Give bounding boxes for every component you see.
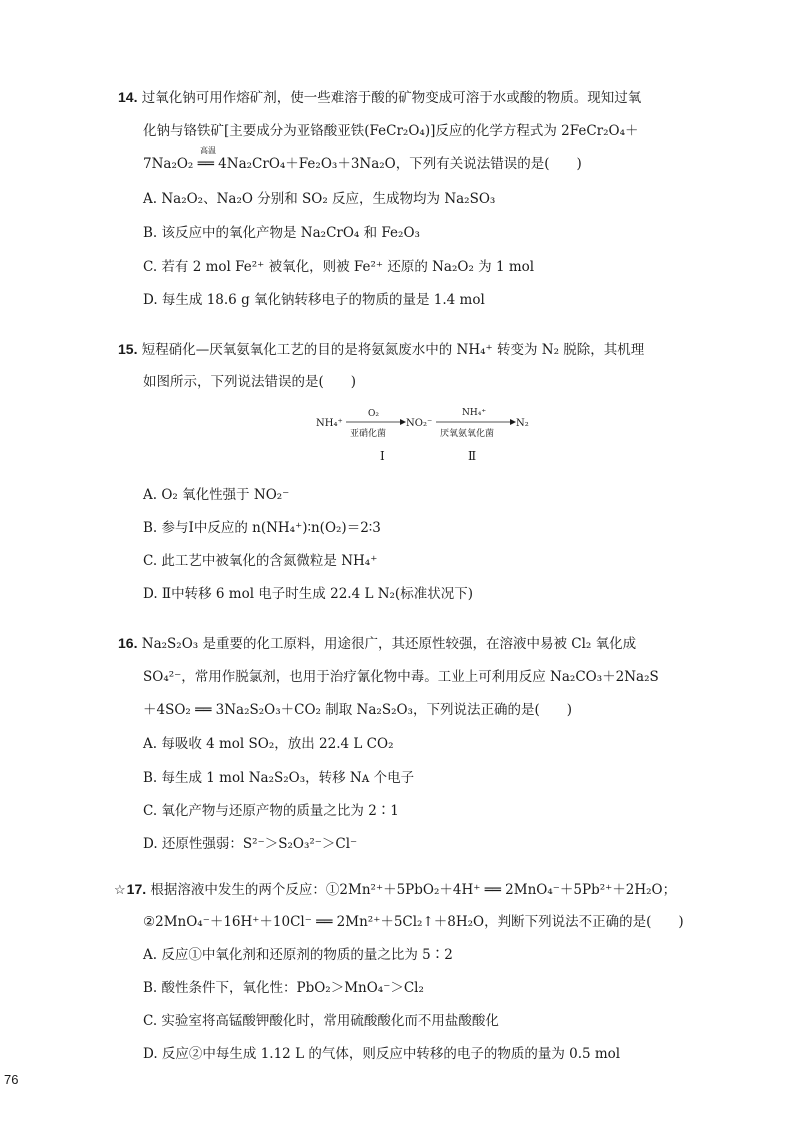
diagram-arrow2-bottom: 厌氧氨氧化菌 bbox=[440, 429, 495, 439]
option-a: A. 每吸收 4 mol SO₂，放出 22.4 L CO₂ bbox=[143, 736, 394, 752]
question-16-line-2: SO₄²⁻，常用作脱氯剂，也用于治疗氰化物中毒。工业上可利用反应 Na₂CO₃＋2Na₂S bbox=[143, 669, 659, 685]
diagram-arrow1-bottom: 亚硝化菌 bbox=[350, 429, 387, 439]
question-number: 16. bbox=[118, 635, 138, 651]
option-b: B. 每生成 1 mol Na₂S₂O₃，转移 Nᴀ 个电子 bbox=[143, 770, 415, 786]
diagram-label-1: Ⅰ bbox=[380, 449, 385, 462]
option-d: D. 每生成 18.6 g 氧化钠转移电子的物质的量是 1.4 mol bbox=[143, 292, 485, 308]
option-d: D. 还原性强弱：S²⁻＞S₂O₃²⁻＞Cl⁻ bbox=[143, 836, 358, 852]
option-d: D. Ⅱ中转移 6 mol 电子时生成 22.4 L N₂(标准状况下) bbox=[143, 586, 473, 602]
question-17-line-2: ②2MnO₄⁻＋16H⁺＋10Cl⁻ ══ 2Mn²⁺＋5Cl₂↑＋8H₂O，判断下列说法不正确的是( ) bbox=[143, 914, 684, 930]
diagram-start: NH₄⁺ bbox=[316, 418, 343, 429]
option-a: A. Na₂O₂、Na₂O 分别和 SO₂ 反应，生成物均为 Na₂SO₃ bbox=[143, 191, 496, 207]
option-a: A. 反应①中氧化剂和还原剂的物质的量之比为 5∶2 bbox=[143, 947, 453, 963]
question-15-line-2: 如图所示，下列说法错误的是( ) bbox=[143, 374, 357, 390]
diagram-end: N₂ bbox=[516, 418, 529, 429]
question-14-line-1 bbox=[118, 88, 641, 107]
question-number: 15. bbox=[118, 341, 138, 357]
option-c: C. 此工艺中被氧化的含氮微粒是 NH₄⁺ bbox=[143, 553, 378, 569]
page-number: 76 bbox=[4, 1072, 19, 1087]
option-b: B. 该反应中的氧化产物是 Na₂CrO₄ 和 Fe₂O₃ bbox=[143, 225, 420, 241]
question-17-line-1 bbox=[114, 880, 676, 900]
diagram-middle: NO₂⁻ bbox=[406, 418, 433, 429]
question-15-line-1 bbox=[118, 340, 644, 359]
star-icon: ☆ bbox=[114, 883, 126, 898]
diagram-arrow1-top: O₂ bbox=[368, 409, 379, 419]
option-c: C. 实验室将高锰酸钾酸化时，常用硫酸酸化而不用盐酸酸化 bbox=[143, 1013, 499, 1029]
option-a: A. O₂ 氧化性强于 NO₂⁻ bbox=[143, 487, 290, 503]
nitrogen-mechanism-diagram bbox=[0, 402, 800, 462]
question-text: Na₂S₂O₃ 是重要的化工原料，用途很广，其还原性较强，在溶液中易被 Cl₂ 氧化成 bbox=[141, 636, 637, 652]
question-14-line-3: 7Na₂O₂ ══ 4Na₂CrO₄＋Fe₂O₃＋3Na₂O，下列有关说法错误的是( ) bbox=[143, 156, 582, 172]
option-d: D. 反应②中每生成 1.12 L 的气体，则反应中转移的电子的物质的量为 0.5 mol bbox=[143, 1046, 621, 1062]
option-b: B. 酸性条件下，氧化性：PbO₂＞MnO₄⁻＞Cl₂ bbox=[143, 980, 424, 996]
question-number: 17. bbox=[126, 881, 147, 897]
diagram-arrow2-top: NH₄⁺ bbox=[462, 408, 487, 418]
question-text: 根据溶液中发生的两个反应：①2Mn²⁺＋5PbO₂＋4H⁺ ══ 2MnO₄⁻＋5Pb²⁺＋2H₂O； bbox=[150, 882, 677, 898]
question-text: 过氧化钠可用作熔矿剂，使一些难溶于酸的矿物变成可溶于水或酸的物质。现知过氧 bbox=[141, 90, 642, 106]
question-text: 短程硝化—厌氧氨氧化工艺的目的是将氨氮废水中的 NH₄⁺ 转变为 N₂ 脱除，其机理 bbox=[141, 342, 645, 358]
option-b: B. 参与Ⅰ中反应的 n(NH₄⁺)∶n(O₂)＝2∶3 bbox=[143, 520, 381, 536]
option-c: C. 氧化产物与还原产物的质量之比为 2∶1 bbox=[143, 803, 399, 819]
question-number: 14. bbox=[118, 89, 138, 105]
question-16-line-3: ＋4SO₂ ══ 3Na₂S₂O₃＋CO₂ 制取 Na₂S₂O₃，下列说法正确的是( ) bbox=[143, 702, 572, 718]
question-16-line-1 bbox=[118, 634, 636, 653]
reaction-condition: 高温 bbox=[200, 146, 216, 155]
option-c: C. 若有 2 mol Fe²⁺ 被氧化，则被 Fe²⁺ 还原的 Na₂O₂ 为 1 mol bbox=[143, 259, 535, 275]
diagram-label-2: Ⅱ bbox=[468, 449, 477, 462]
question-14-line-2: 化钠与铬铁矿[主要成分为亚铬酸亚铁(FeCr₂O₄)]反应的化学方程式为 2FeCr₂O₄＋ bbox=[143, 123, 639, 139]
